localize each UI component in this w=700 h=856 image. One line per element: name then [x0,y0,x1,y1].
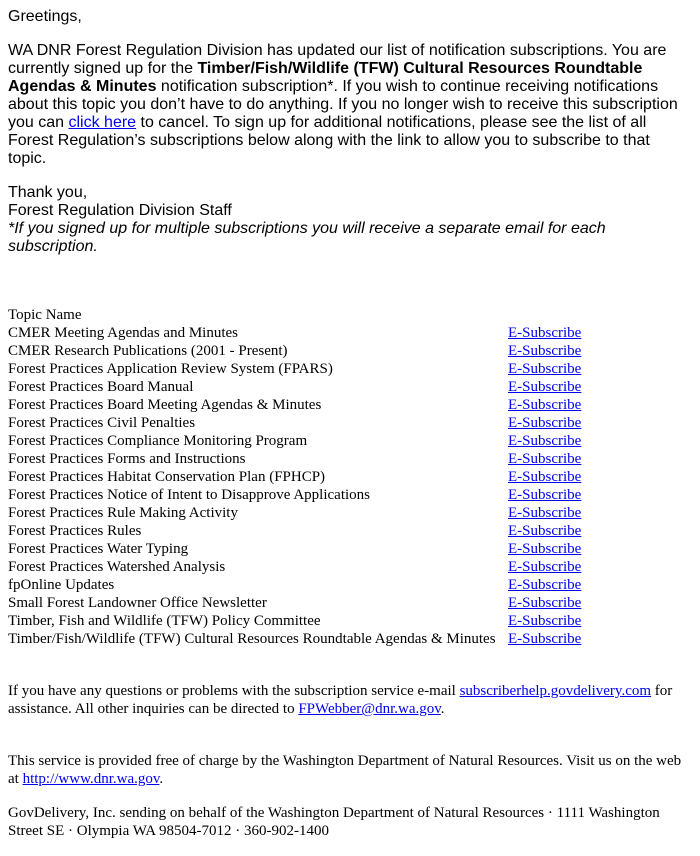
e-subscribe-link[interactable]: E-Subscribe [508,613,582,629]
e-subscribe-link[interactable]: E-Subscribe [508,505,582,521]
topic-name: fpOnline Updates [8,577,115,593]
topic-name: Timber, Fish and Wildlife (TFW) Policy Committee [8,613,321,629]
e-subscribe-link[interactable]: E-Subscribe [508,523,582,539]
e-subscribe-link[interactable]: E-Subscribe [508,379,582,395]
topic-name: Forest Practices Rules [8,523,142,539]
help-email-link[interactable]: subscriberhelp.govdelivery.com [459,683,652,699]
table-row [8,594,608,612]
e-subscribe-link[interactable]: E-Subscribe [508,361,582,377]
e-subscribe-link[interactable]: E-Subscribe [508,577,582,593]
topic-name: Forest Practices Water Typing [8,541,189,557]
table-row [8,450,608,468]
intro-paragraph [8,42,692,168]
table-row [8,360,608,378]
thanks-text: Thank you, [8,184,88,201]
service-text: . [159,771,164,787]
topic-name: Forest Practices Application Review System (FPARS) [8,361,333,377]
e-subscribe-link[interactable]: E-Subscribe [508,631,582,647]
subscribe-cell [508,504,608,522]
topic-name: Forest Practices Habitat Conservation Plan (FPHCP) [8,469,326,485]
table-row [8,396,608,414]
cancel-link[interactable]: click here [68,114,137,131]
e-subscribe-link[interactable]: E-Subscribe [508,469,582,485]
contact-email-link[interactable]: FPWebber@dnr.wa.gov [298,701,441,717]
table-row [8,468,608,486]
topic-name: Forest Practices Civil Penalties [8,415,196,431]
subscribe-cell [508,450,608,468]
topic-name: Forest Practices Rule Making Activity [8,505,238,521]
help-text: for assistance. All other inquiries can be directed to [8,683,673,717]
table-row [8,522,608,540]
subscribe-cell [508,342,608,360]
subscribe-cell [508,396,608,414]
table-row [8,342,608,360]
e-subscribe-link[interactable]: E-Subscribe [508,325,582,341]
e-subscribe-link[interactable]: E-Subscribe [508,451,582,467]
topic-name: Forest Practices Watershed Analysis [8,559,226,575]
e-subscribe-link[interactable]: E-Subscribe [508,541,582,557]
intro-text: WA DNR Forest Regulation Division has updated our list of notification subscriptions. You are currently signed up for the [8,42,667,77]
table-row [8,414,608,432]
table-row [8,378,608,396]
subscription-table [8,306,608,648]
subscribe-cell [508,468,608,486]
signoff [8,184,692,256]
e-subscribe-link[interactable]: E-Subscribe [508,397,582,413]
table-header [8,306,608,324]
subscribe-cell [508,360,608,378]
multiple-subscriptions-note: *If you signed up for multiple subscriptions you will receive a separate email for each subscription. [8,220,606,255]
table-row [8,576,608,594]
topic-name: Forest Practices Board Manual [8,379,194,395]
table-row [8,612,608,630]
help-text: If you have any questions or problems with the subscription service e-mail [8,683,460,699]
topic-name: Forest Practices Forms and Instructions [8,451,246,467]
topic-name: CMER Meeting Agendas and Minutes [8,325,238,341]
subscribe-cell [508,612,608,630]
table-row [8,540,608,558]
greeting: Greetings, [8,8,82,25]
table-row [8,630,608,648]
topic-name: Forest Practices Board Meeting Agendas & Minutes [8,397,322,413]
staff-name: Forest Regulation Division Staff [8,202,232,219]
subscribe-cell [508,540,608,558]
table-row [8,432,608,450]
table-row [8,486,608,504]
e-subscribe-link[interactable]: E-Subscribe [508,343,582,359]
topic-name: CMER Research Publications (2001 - Present) [8,343,288,359]
table-row [8,558,608,576]
help-paragraph [8,682,692,718]
intro-text: notification subscription*. If you wish to continue receiving notifications about this topic you don’t have to do anything. If you no longer wish to receive this subscription you can [8,78,678,131]
dnr-website-link[interactable]: http://www.dnr.wa.gov [22,771,160,787]
subscribe-header [508,306,608,324]
topic-name: Forest Practices Notice of Intent to Disapprove Applications [8,487,370,503]
e-subscribe-link[interactable]: E-Subscribe [508,487,582,503]
sender-address: GovDelivery, Inc. sending on behalf of the Washington Department of Natural Resources · 1111 Washington Street SE · Olympia WA 98504-7012 · 360-902-1400 [8,805,660,839]
help-text: . [440,701,445,717]
subscribe-cell [508,558,608,576]
subscribe-cell [508,414,608,432]
subscribe-cell [508,378,608,396]
table-body [8,324,608,648]
topic-name-header: Topic Name [8,307,82,323]
table-row [8,504,608,522]
e-subscribe-link[interactable]: E-Subscribe [508,595,582,611]
intro-text: to cancel. To sign up for additional notifications, please see the list of all Forest Regulation’s subscriptions below along with the link to allow you to subscribe to that topic. [8,114,650,167]
subscribe-cell [508,576,608,594]
table-row [8,324,608,342]
e-subscribe-link[interactable]: E-Subscribe [508,559,582,575]
subscribe-cell [508,324,608,342]
service-text: This service is provided free of charge by the Washington Department of Natural Resources. Visit us on the web at [8,753,682,787]
subscribe-cell [508,594,608,612]
e-subscribe-link[interactable]: E-Subscribe [508,415,582,431]
e-subscribe-link[interactable]: E-Subscribe [508,433,582,449]
topic-name: Timber/Fish/Wildlife (TFW) Cultural Resources Roundtable Agendas & Minutes [8,631,496,647]
topic-name: Forest Practices Compliance Monitoring Program [8,433,308,449]
subscribe-cell [508,630,608,648]
subscription-name: Timber/Fish/Wildlife (TFW) Cultural Resources Roundtable Agendas & Minutes [8,60,643,95]
topic-name: Small Forest Landowner Office Newsletter [8,595,267,611]
service-paragraph [8,752,692,788]
subscribe-cell [508,432,608,450]
subscribe-cell [508,486,608,504]
subscribe-cell [508,522,608,540]
